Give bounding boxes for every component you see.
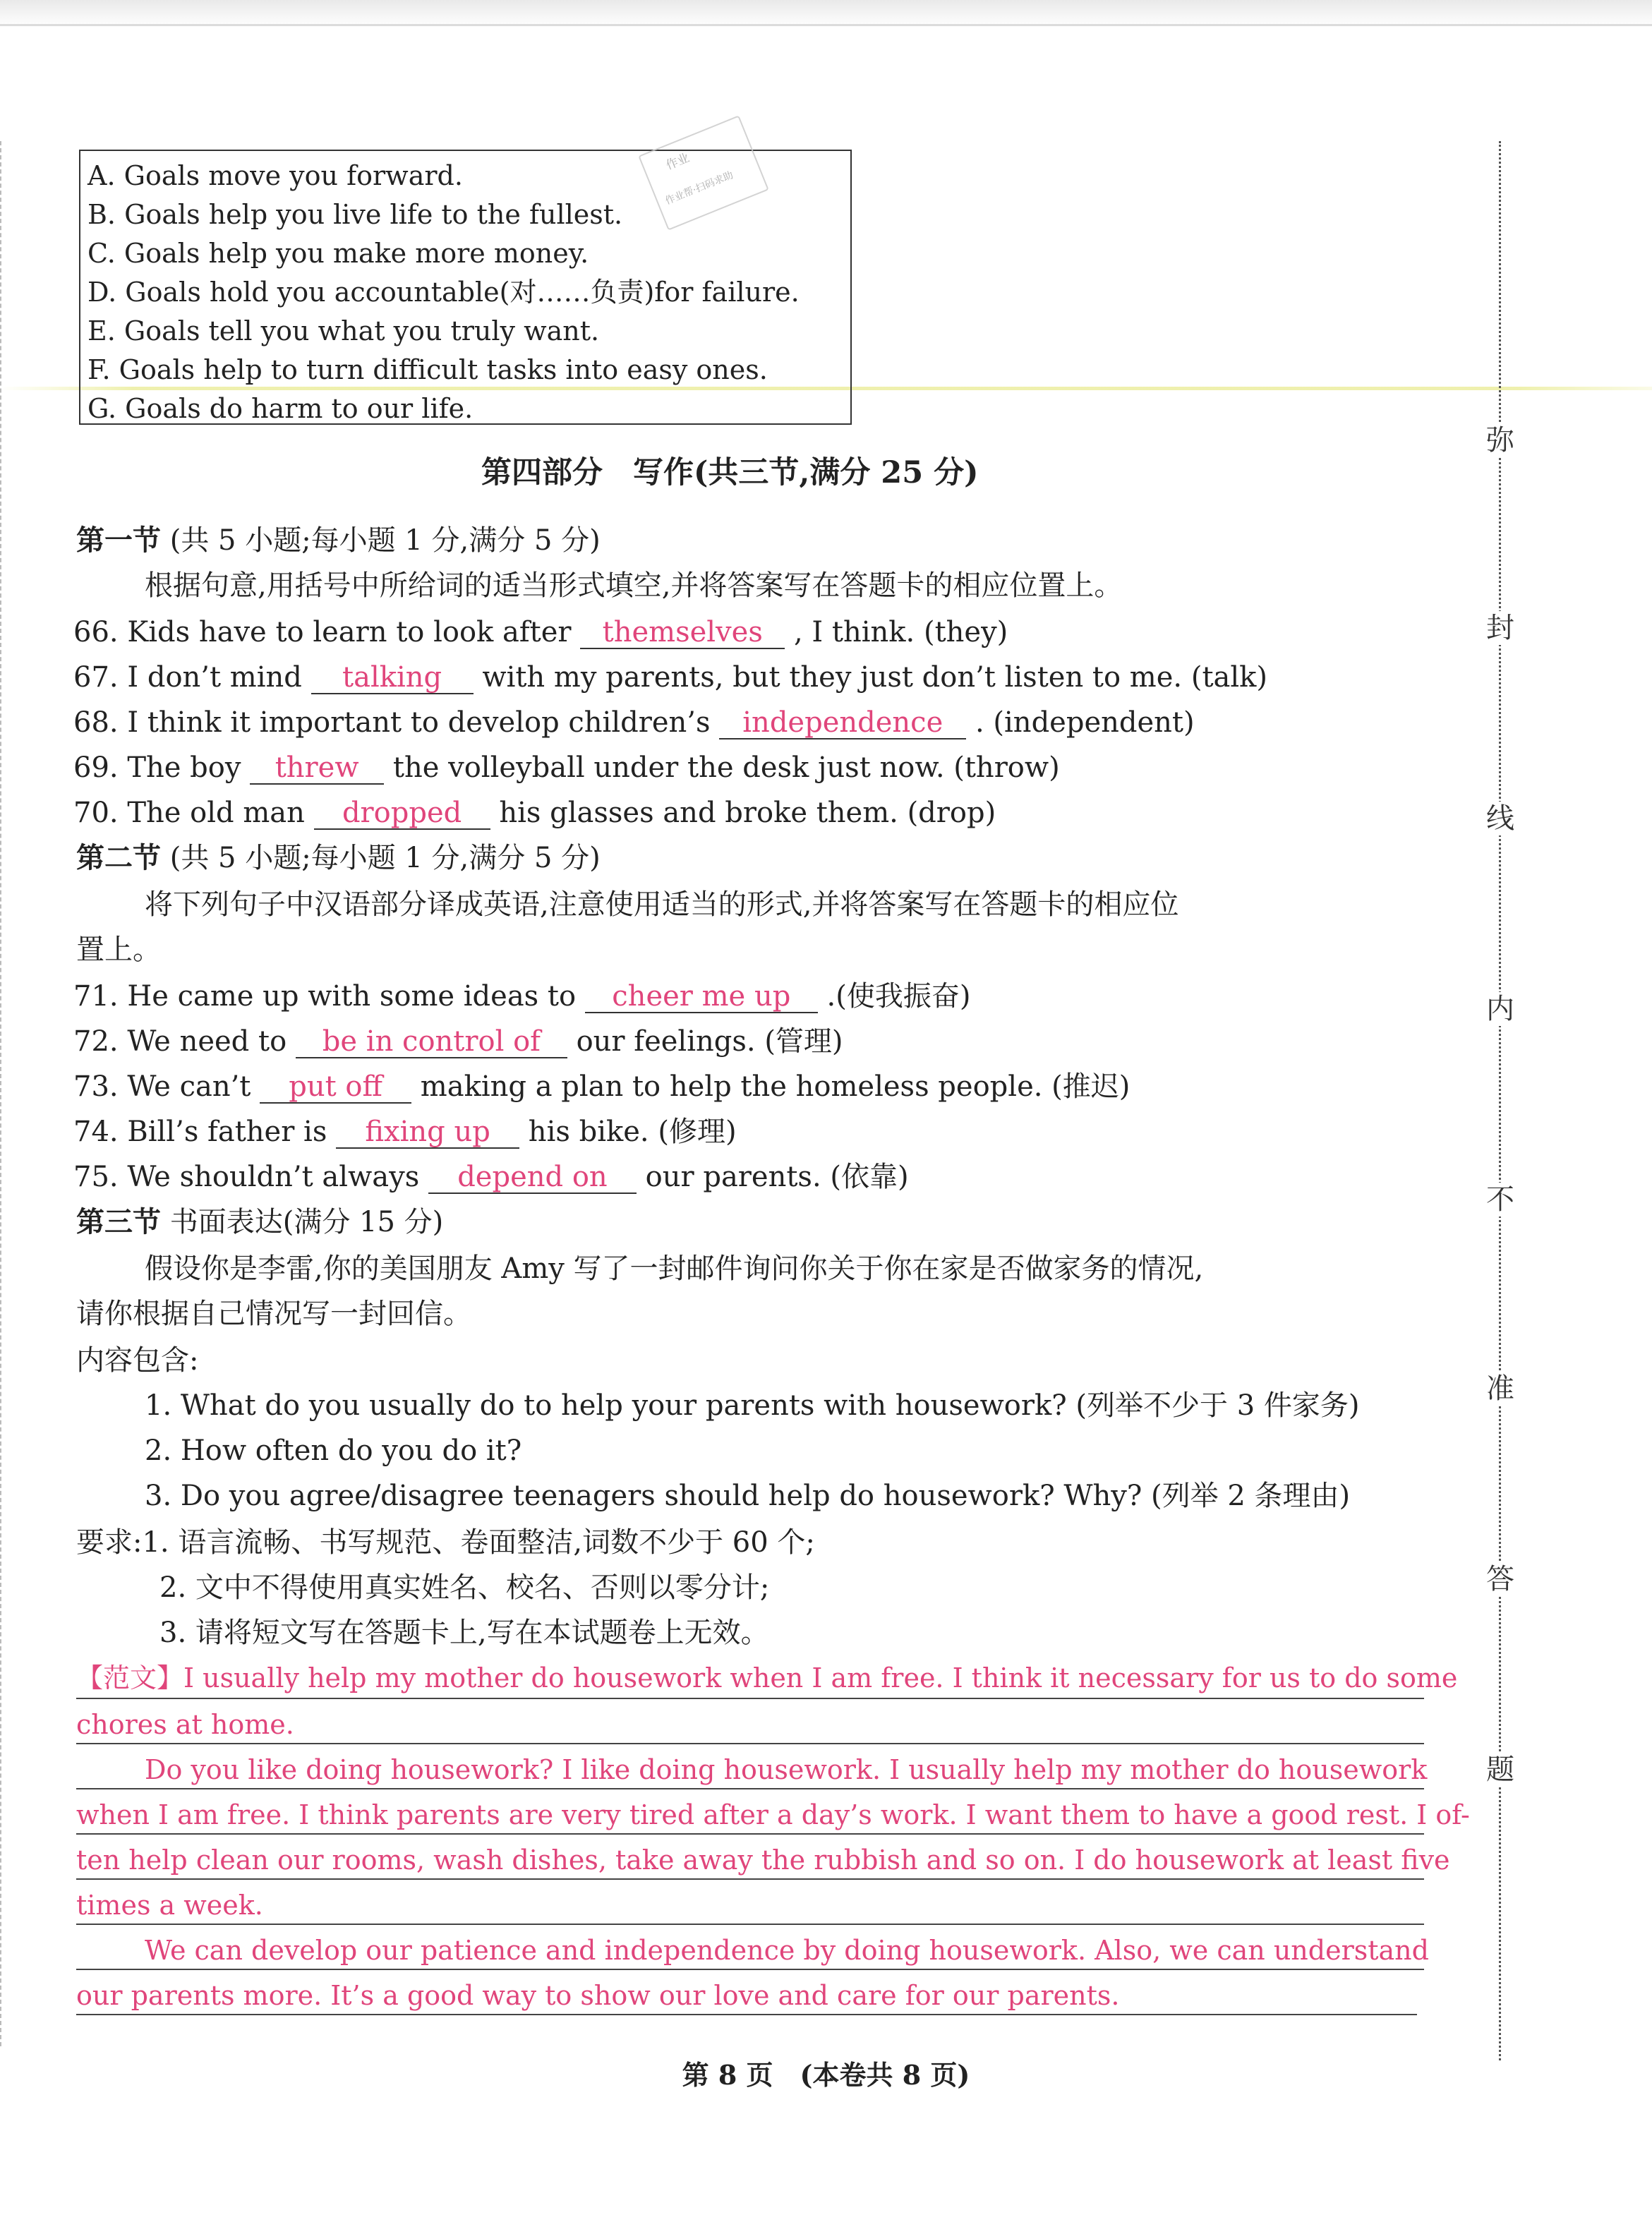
answer-blank: dropped — [314, 797, 490, 830]
question-text: 67. I don’t mind — [73, 661, 311, 694]
question-text: , I think. (they) — [785, 616, 1008, 648]
model-essay-line: chores at home. — [76, 1709, 294, 1740]
question-75 — [73, 1159, 909, 1195]
requirement-item: 3. 请将短文写在答题卡上,写在本试题卷上无效。 — [159, 1617, 769, 1649]
writing-rule — [76, 1924, 1424, 1925]
section1-header — [76, 522, 601, 559]
question-text: 73. We can’t — [73, 1070, 260, 1103]
question-text: 70. The old man — [73, 797, 314, 829]
model-essay-line: times a week. — [76, 1890, 263, 1921]
question-text: making a plan to help the homeless people. (推迟) — [411, 1070, 1131, 1103]
question-text: our feelings. (管理) — [567, 1025, 843, 1058]
question-70 — [73, 795, 996, 831]
content-item: 2. How often do you do it? — [145, 1435, 522, 1467]
question-74 — [73, 1113, 737, 1150]
section2-instruction-cont: 置上。 — [76, 934, 161, 966]
seal-line-char: 线 — [1483, 802, 1517, 835]
question-text: 75. We shouldn’t always — [73, 1161, 428, 1193]
question-72 — [73, 1023, 843, 1060]
section2-heading: 第二节 — [76, 841, 161, 874]
question-73 — [73, 1068, 1130, 1105]
part-title: 第四部分 写作(共三节,满分 25 分) — [481, 455, 979, 490]
choice-option: E. Goals tell you what you truly want. — [88, 315, 600, 346]
writing-rule — [76, 1878, 1424, 1880]
section3-title: 书面表达(满分 15 分) — [169, 1206, 444, 1238]
model-essay-line: ten help clean our rooms, wash dishes, take away the rubbish and so on. I do housework at least five — [76, 1844, 1450, 1876]
answer-blank: cheer me up — [585, 981, 818, 1013]
section3-prompt-cont: 请你根据自己情况写一封回信。 — [76, 1298, 471, 1330]
question-text: .(使我振奋) — [817, 980, 971, 1013]
model-essay-line: Do you like doing housework? I like doing housework. I usually help my mother do housework — [145, 1754, 1428, 1785]
requirement-item: 1. 语言流畅、书写规范、卷面整洁,词数不少于 60 个; — [142, 1526, 815, 1559]
answer-blank: themselves — [580, 617, 785, 649]
question-text: 74. Bill’s father is — [73, 1116, 337, 1148]
content-item: 3. Do you agree/disagree teenagers should help do housework? Why? (列举 2 条理由) — [145, 1480, 1351, 1512]
requirement-item: 2. 文中不得使用真实姓名、校名、否则以零分计; — [159, 1571, 770, 1604]
scan-top-rule — [0, 24, 1652, 26]
answer-blank: independence — [719, 707, 966, 739]
seal-line-char: 准 — [1483, 1372, 1517, 1406]
writing-rule — [76, 1788, 1424, 1789]
content-item: 1. What do you usually do to help your parents with housework? (列举不少于 3 件家务) — [145, 1389, 1360, 1422]
left-binding-edge — [0, 141, 5, 2046]
choice-option: F. Goals help to turn difficult tasks into easy ones. — [88, 354, 768, 385]
section2-instruction: 将下列句子中汉语部分译成英语,注意使用适当的形式,并将答案写在答题卡的相应位 — [145, 888, 1179, 921]
question-text: the volleyball under the desk just now. (throw) — [384, 751, 1060, 784]
question-69 — [73, 749, 1060, 786]
page-footer: 第 8 页 (本卷共 8 页) — [682, 2059, 970, 2091]
answer-blank: threw — [250, 752, 384, 785]
choice-option: C. Goals help you make more money. — [88, 238, 589, 269]
seal-line-char: 封 — [1483, 611, 1517, 645]
choice-option: D. Goals hold you accountable(对……负责)for failure. — [88, 277, 800, 308]
question-text: 68. I think it important to develop children’s — [73, 706, 720, 739]
question-text: 72. We need to — [73, 1025, 296, 1058]
section2-header — [76, 840, 601, 876]
question-text: . (independent) — [966, 706, 1195, 739]
question-text: with my parents, but they just don’t listen to me. (talk) — [473, 661, 1267, 694]
question-text: 71. He came up with some ideas to — [73, 980, 585, 1013]
model-essay-line: our parents more. It’s a good way to show our love and care for our parents. — [76, 1980, 1120, 2011]
fanwen-label: 【范文】 — [76, 1662, 184, 1693]
answer-blank: put off — [260, 1071, 411, 1104]
question-71 — [73, 978, 970, 1015]
question-text: his bike. (修理) — [519, 1116, 737, 1148]
writing-rule — [76, 1698, 1424, 1699]
section1-instruction: 根据句意,用括号中所给词的适当形式填空,并将答案写在答题卡的相应位置上。 — [145, 569, 1123, 602]
answer-blank: talking — [311, 662, 474, 694]
question-68 — [73, 704, 1195, 741]
writing-rule — [76, 2014, 1417, 2015]
question-66 — [73, 614, 1008, 651]
answer-blank: depend on — [428, 1161, 637, 1194]
question-text: our parents. (依靠) — [636, 1161, 909, 1193]
section3-header — [76, 1204, 443, 1240]
answer-blank: be in control of — [296, 1026, 567, 1058]
seal-line-char: 弥 — [1483, 423, 1517, 457]
question-67 — [73, 659, 1267, 696]
question-text: 69. The boy — [73, 751, 251, 784]
seal-line-char: 内 — [1483, 992, 1517, 1026]
requirements-row — [76, 1524, 815, 1561]
essay-text: I usually help my mother do housework when I am free. I think it necessary for us to do some — [183, 1662, 1458, 1693]
stamp-text: 作业 — [664, 150, 692, 174]
section2-note: (共 5 小题;每小题 1 分,满分 5 分) — [169, 842, 601, 874]
writing-rule — [76, 1743, 1424, 1744]
choice-option: B. Goals help you live life to the fullest. — [88, 199, 623, 230]
model-essay-line: We can develop our patience and independence by doing housework. Also, we can understand — [145, 1935, 1429, 1966]
writing-rule — [76, 1833, 1424, 1835]
model-essay-line: when I am free. I think parents are very tired after a day’s work. I want them to have a good rest. I of- — [76, 1799, 1470, 1830]
section1-note: (共 5 小题;每小题 1 分,满分 5 分) — [169, 524, 601, 557]
seal-line-char: 答 — [1483, 1562, 1517, 1596]
section3-heading: 第三节 — [76, 1205, 161, 1238]
seal-line-char: 题 — [1483, 1753, 1517, 1787]
question-text: his glasses and broke them. (drop) — [490, 797, 996, 829]
seal-line-char: 不 — [1483, 1183, 1517, 1216]
answer-blank: fixing up — [336, 1116, 519, 1149]
stamp-text: 作业帮·扫码求助 — [663, 169, 735, 207]
content-label: 内容包含: — [76, 1344, 199, 1377]
requirements-label: 要求: — [76, 1526, 143, 1559]
choice-option: G. Goals do harm to our life. — [88, 393, 474, 424]
writing-rule — [76, 1969, 1424, 1970]
section3-prompt: 假设你是李雷,你的美国朋友 Amy 写了一封邮件询问你关于你在家是否做家务的情况, — [145, 1252, 1204, 1285]
question-text: 66. Kids have to learn to look after — [73, 616, 581, 648]
model-essay-line — [76, 1660, 1457, 1696]
section1-heading: 第一节 — [76, 524, 161, 557]
choice-option: A. Goals move you forward. — [88, 160, 463, 191]
